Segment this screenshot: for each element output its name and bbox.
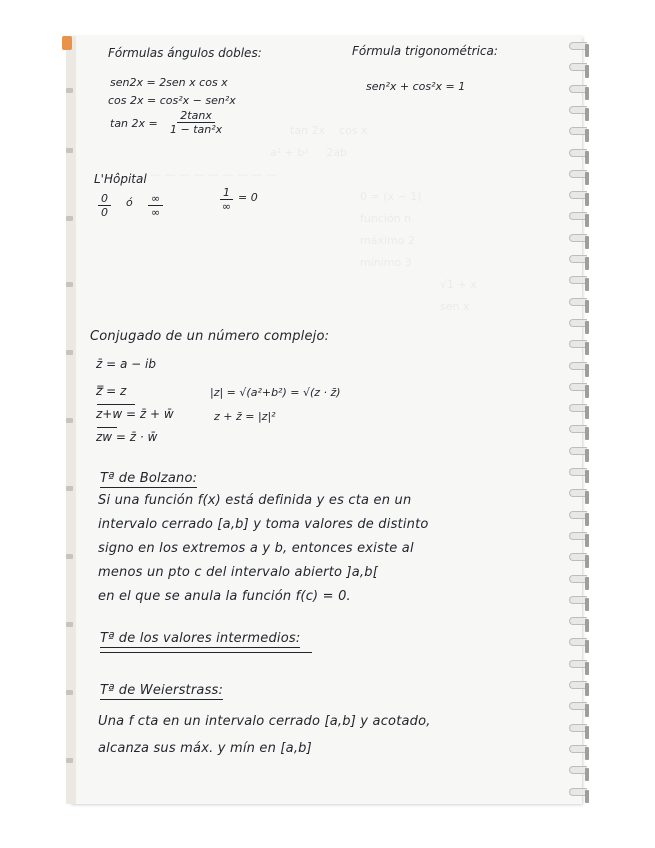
indeterminate-zero-over-zero bbox=[98, 192, 111, 219]
one-numerator: 1 bbox=[220, 186, 233, 200]
zero-numerator: 0 bbox=[98, 192, 111, 206]
overbar bbox=[97, 427, 117, 428]
spiral-ring bbox=[569, 532, 587, 540]
spiral-ring bbox=[569, 596, 587, 604]
spiral-ring bbox=[569, 638, 587, 646]
fraction-numerator: 2tanx bbox=[177, 109, 215, 123]
formula-tan2x-fraction bbox=[170, 109, 222, 136]
section-title-conjugado: Conjugado de un número complejo: bbox=[90, 329, 330, 344]
weierstrass-line: Una f cta en un intervalo cerrado [a,b] y acotado, bbox=[98, 714, 431, 729]
spiral-ring bbox=[569, 85, 587, 93]
inf-numerator: ∞ bbox=[148, 192, 163, 206]
formula-identity: sen²x + cos²x = 1 bbox=[366, 80, 466, 93]
spiral-ring bbox=[569, 447, 587, 455]
spiral-ring bbox=[569, 745, 587, 753]
spiral-ring bbox=[569, 106, 587, 114]
weierstrass-line: alcanza sus máx. y mín en [a,b] bbox=[98, 741, 312, 756]
indeterminate-inf-over-inf bbox=[148, 192, 163, 219]
sum-formula: z + z̄ = |z|² bbox=[214, 410, 276, 423]
spiral-ring bbox=[569, 575, 587, 583]
spiral-ring bbox=[569, 404, 587, 412]
spiral-ring bbox=[569, 766, 587, 774]
bolzano-line: signo en los extremos a y b, entonces existe al bbox=[98, 541, 414, 556]
section-title-bolzano bbox=[100, 471, 197, 486]
margin-notch bbox=[66, 554, 73, 559]
conjugate-product: zw = z̄ · w̄ bbox=[96, 430, 158, 444]
overbar bbox=[97, 404, 135, 405]
zero-denominator: 0 bbox=[101, 206, 108, 219]
conjugate-sum: z+w = z̄ + w̄ bbox=[96, 407, 174, 421]
section-title-hopital: L'Hôpital bbox=[94, 172, 147, 186]
spiral-ring bbox=[569, 511, 587, 519]
bolzano-line: intervalo cerrado [a,b] y toma valores de distinto bbox=[98, 517, 429, 532]
spiral-ring bbox=[569, 42, 587, 50]
page-tab bbox=[62, 36, 72, 50]
double-conjugate: z̿ = z bbox=[96, 384, 127, 398]
spiral-ring bbox=[569, 319, 587, 327]
spiral-ring bbox=[569, 681, 587, 689]
conjugate-definition: z̄ = a − ib bbox=[96, 357, 156, 371]
modulus-formula: |z| = √(a²+b²) = √(z · z̄) bbox=[210, 386, 341, 399]
spiral-ring bbox=[569, 191, 587, 199]
spiral-ring bbox=[569, 63, 587, 71]
spiral-ring bbox=[569, 234, 587, 242]
or-text: ó bbox=[126, 196, 133, 209]
margin-notch bbox=[66, 418, 73, 423]
inf-denominator: ∞ bbox=[151, 206, 161, 219]
spiral-ring bbox=[569, 468, 587, 476]
margin-notch bbox=[66, 216, 73, 221]
bolzano-line: Si una función f(x) está definida y es cta en un bbox=[98, 493, 412, 508]
bolzano-line: en el que se anula la función f(c) = 0. bbox=[98, 589, 351, 604]
spiral-ring bbox=[569, 383, 587, 391]
spiral-ring bbox=[569, 660, 587, 668]
margin-notch bbox=[66, 622, 73, 627]
spiral-ring bbox=[569, 553, 587, 561]
section-title-dobles: Fórmulas ángulos dobles: bbox=[108, 46, 262, 60]
spiral-ring bbox=[569, 255, 587, 263]
section-title-intermedios bbox=[100, 631, 300, 646]
weierstrass-title-text: Tª de Weierstrass: bbox=[100, 683, 224, 698]
spiral-ring bbox=[569, 212, 587, 220]
formula-tan2x-lhs: tan 2x = bbox=[110, 117, 158, 130]
bolzano-title-text: Tª de Bolzano: bbox=[100, 471, 198, 486]
spiral-ring bbox=[569, 702, 587, 710]
spiral-ring bbox=[569, 489, 587, 497]
fraction-denominator: 1 − tan²x bbox=[170, 123, 223, 136]
formula-cos2x: cos 2x = cos²x − sen²x bbox=[108, 94, 236, 107]
margin-notch bbox=[66, 690, 73, 695]
bolzano-line: menos un pto c del intervalo abierto ]a,b[ bbox=[98, 565, 378, 580]
spiral-ring bbox=[569, 788, 587, 796]
margin-notch bbox=[66, 282, 73, 287]
margin-notch bbox=[66, 148, 73, 153]
section-title-trig: Fórmula trigonométrica: bbox=[352, 44, 498, 58]
one-over-infinity bbox=[220, 186, 233, 213]
margin-notch bbox=[66, 486, 73, 491]
spiral-ring bbox=[569, 340, 587, 348]
spiral-ring bbox=[569, 149, 587, 157]
margin-notch bbox=[66, 350, 73, 355]
intermedios-title-text: Tª de los valores intermedios: bbox=[100, 631, 301, 646]
formula-sen2x: sen2x = 2sen x cos x bbox=[110, 76, 228, 89]
spiral-ring bbox=[569, 617, 587, 625]
equals-zero: = 0 bbox=[238, 191, 258, 204]
margin-notch bbox=[66, 88, 73, 93]
spiral-ring bbox=[569, 362, 587, 370]
spiral-ring bbox=[569, 425, 587, 433]
spiral-ring bbox=[569, 276, 587, 284]
section-title-weierstrass bbox=[100, 683, 223, 698]
spiral-ring bbox=[569, 170, 587, 178]
spiral-ring bbox=[569, 298, 587, 306]
inf-denominator: ∞ bbox=[221, 200, 232, 213]
margin-notch bbox=[66, 758, 73, 763]
spiral-ring bbox=[569, 127, 587, 135]
underline bbox=[100, 652, 312, 653]
spiral-ring bbox=[569, 724, 587, 732]
